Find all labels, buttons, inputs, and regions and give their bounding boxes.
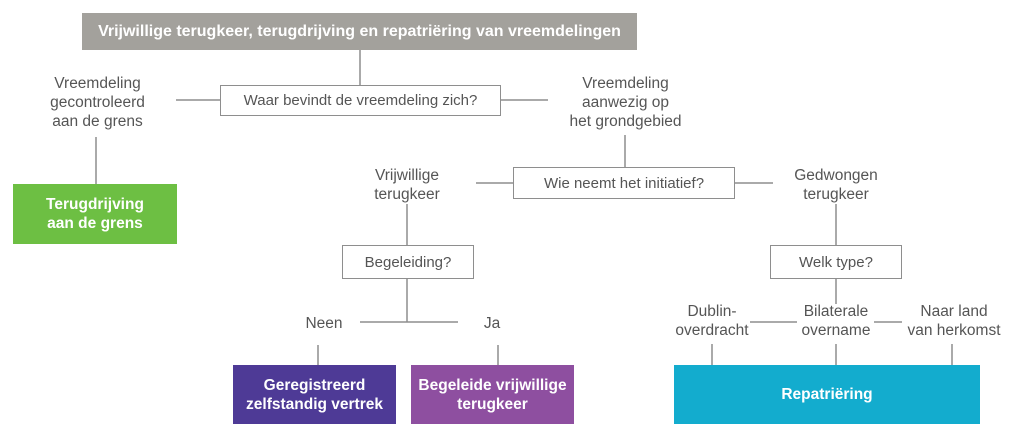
diagram-title: Vrijwillige terugkeer, terugdrijving en repatriëring van vreemdelingen [82, 13, 637, 50]
question-escort: Begeleiding? [342, 245, 474, 279]
label-no: Neen [305, 314, 343, 332]
question-initiative: Wie neemt het initiatief? [513, 167, 735, 199]
outcome-escorted: Begeleide vrijwillige terugkeer [411, 365, 574, 424]
question-type: Welk type? [770, 245, 902, 279]
label-voluntary: Vrijwillige terugkeer [374, 167, 440, 203]
label-border: Vreemdeling gecontroleerd aan de grens [50, 74, 145, 130]
label-forced: Gedwongen terugkeer [794, 167, 878, 203]
label-origin: Naar land van herkomst [907, 303, 1001, 339]
outcome-repatriation: Repatriëring [674, 365, 980, 424]
outcome-registered: Geregistreerd zelfstandig vertrek [233, 365, 396, 424]
label-yes: Ja [483, 314, 501, 332]
label-bilateral: Bilaterale overname [801, 303, 871, 339]
outcome-refusal: Terugdrijving aan de grens [13, 184, 177, 244]
question-where: Waar bevindt de vreemdeling zich? [220, 85, 501, 116]
label-territory: Vreemdeling aanwezig op het grondgebied [569, 74, 682, 130]
label-dublin: Dublin- overdracht [675, 303, 749, 339]
